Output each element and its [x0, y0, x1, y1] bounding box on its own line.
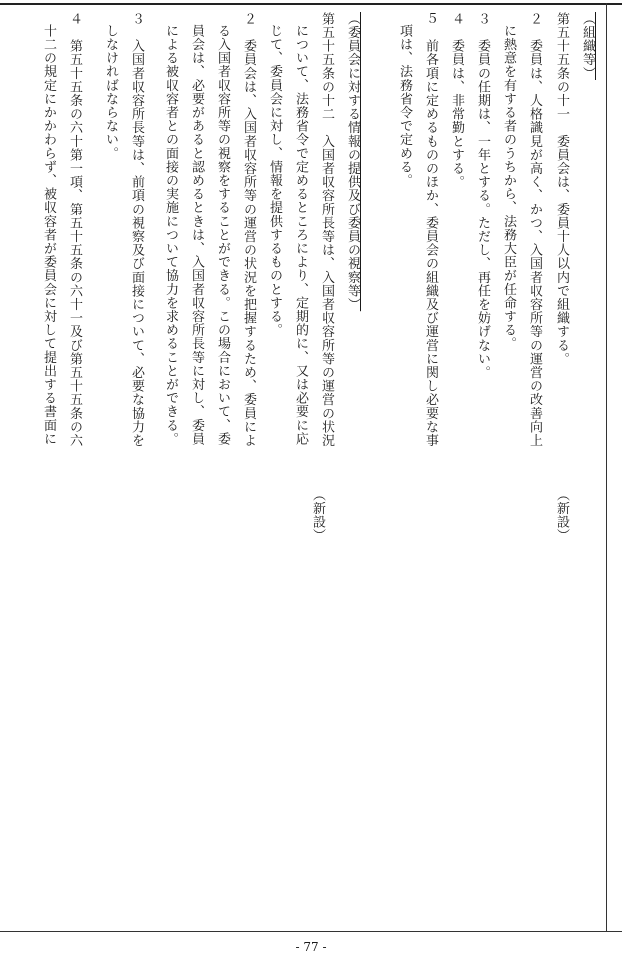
paragraph-4-documents: ４ 第五十五条の六十第一項、第五十五条の六十一及び第五十五条の六: [67, 12, 82, 448]
article-55-12: 第五十五条の十二 入国者収容所長等は、入国者収容所等の運営の状況: [319, 12, 334, 448]
article-55-11: 第五十五条の十一 委員会は、委員十人以内で組織する。: [554, 12, 569, 366]
new-provision-note-2: （新設）: [310, 488, 325, 543]
paragraph-5-other: ５ 前各項に定めるもののほか、委員会の組織及び運営に関し必要な事: [423, 12, 438, 448]
page-number: - 77 -: [295, 940, 327, 954]
section-heading-information: （委員会に対する情報の提供及び委員の視察等）: [345, 12, 360, 312]
paragraph-3-cooperation: ３ 入国者収容所長等は、前項の視察及び面接について、必要な協力を: [129, 12, 144, 448]
paragraph-3-term: ３ 委員の任期は、一年とする。ただし、再任を妨げない。: [475, 12, 490, 380]
right-margin-rule: [606, 3, 607, 931]
article-55-12-cont-1: について、法務省令で定めるところにより、定期的に、又は必要に応: [293, 24, 308, 446]
paragraph-2-members-cont: に熱意を有する者のうちから、法務大臣が任命する。: [501, 24, 516, 351]
bottom-rule: [0, 931, 622, 932]
paragraph-2-inspection-cont-3: による被収容者との面接の実施について協力を求めることができる。: [163, 24, 178, 446]
paragraph-2-inspection-cont-1: る入国者収容所等の視察をすることができる。この場合において、委: [215, 24, 230, 446]
paragraph-2-inspection: ２ 委員会は、入国者収容所等の運営の状況を把握するため、委員によ: [241, 12, 256, 448]
paragraph-2-inspection-cont-2: 員会は、必要があると認めるときは、入国者収容所長等に対し、委員: [189, 24, 204, 446]
new-provision-note-1: （新設）: [554, 488, 569, 543]
article-55-12-cont-2: じて、委員会に対し、情報を提供するものとする。: [267, 24, 282, 337]
paragraph-2-members: ２ 委員は、人格識見が高く、かつ、入国者収容所等の運営の改善向上: [527, 12, 542, 448]
top-rule: [0, 3, 622, 5]
paragraph-4-documents-cont: 十二の規定にかかわらず、被収容者が委員会に対して提出する書面に: [41, 24, 56, 446]
paragraph-5-other-cont: 項は、法務省令で定める。: [397, 24, 412, 188]
section-heading-organization: （組織等）: [580, 12, 595, 80]
paragraph-3-cooperation-cont: しなければならない。: [103, 24, 118, 160]
paragraph-4-part-time: ４ 委員は、非常勤とする。: [449, 12, 464, 189]
